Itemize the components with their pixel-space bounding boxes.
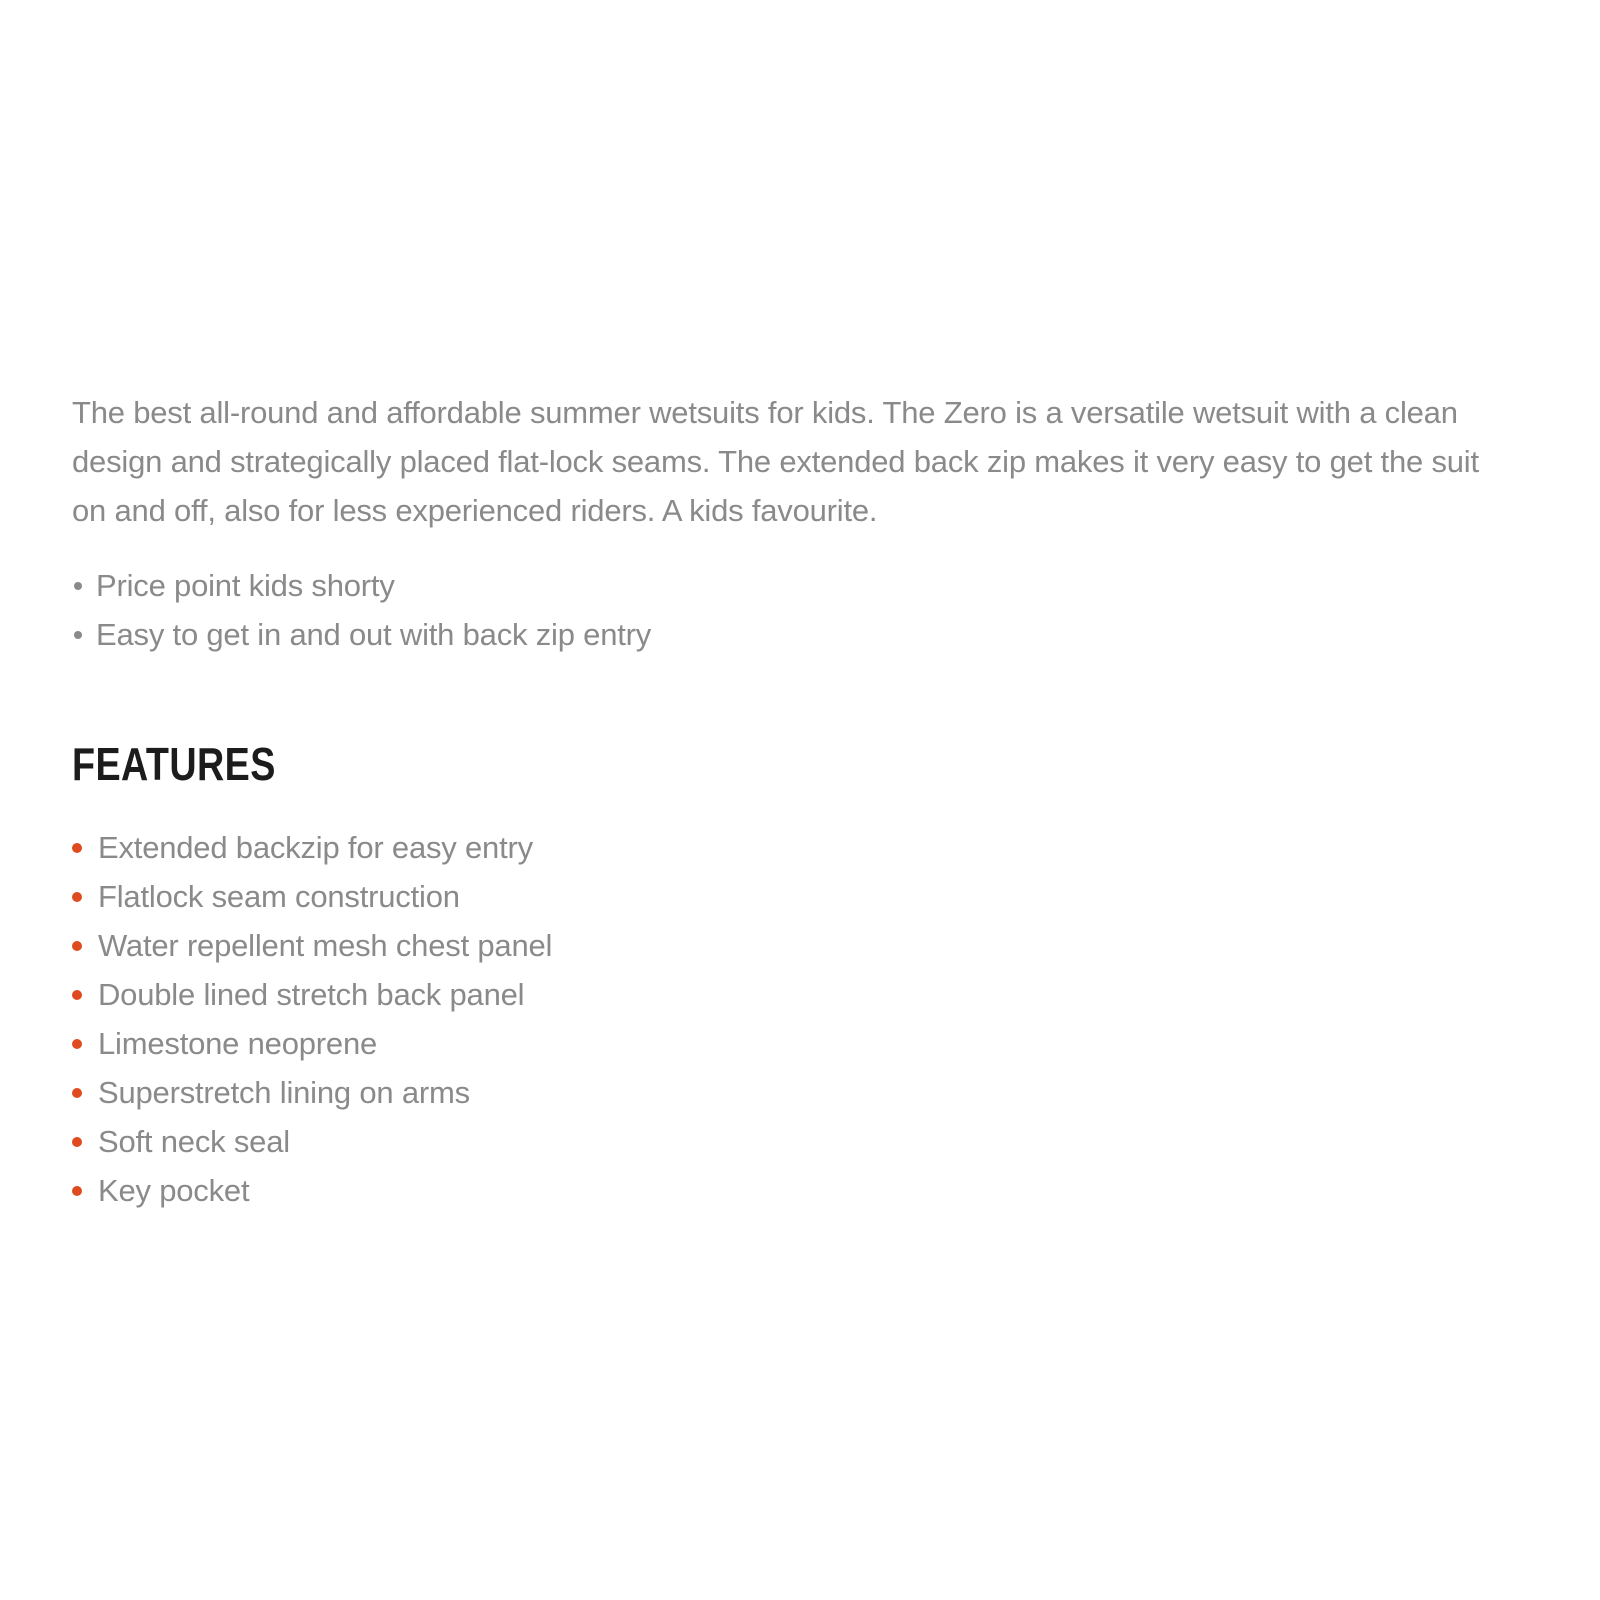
- bullet-dot-icon: [72, 990, 82, 1000]
- bullet-dot-icon: [74, 631, 82, 639]
- features-list: [72, 823, 1520, 1215]
- features-heading: FEATURES: [72, 738, 276, 790]
- bullet-dot-icon: [72, 892, 82, 902]
- bullet-dot-icon: [74, 582, 82, 590]
- list-item: [72, 1166, 1520, 1215]
- list-item: [72, 921, 1520, 970]
- bullet-dot-icon: [72, 1186, 82, 1196]
- list-item: [72, 1068, 1520, 1117]
- list-item-label: Soft neck seal: [98, 1124, 290, 1159]
- list-item-label: Superstretch lining on arms: [98, 1075, 470, 1110]
- bullet-dot-icon: [72, 1039, 82, 1049]
- product-intro-paragraph: The best all-round and affordable summer wetsuits for kids. The Zero is a versatile wetsuit with a clean design and strategically placed flat-lock seams. The extended back zip makes it very easy to get the suit on and off, also for less experienced riders. A kids favourite.: [72, 395, 1479, 528]
- list-item-label: Water repellent mesh chest panel: [98, 928, 553, 963]
- list-item-label: Key pocket: [98, 1173, 250, 1208]
- list-item-label: Flatlock seam construction: [98, 879, 460, 914]
- list-item: [72, 872, 1520, 921]
- list-item-label: Double lined stretch back panel: [98, 977, 525, 1012]
- bullet-dot-icon: [72, 1088, 82, 1098]
- product-description-section: [72, 388, 1520, 1215]
- list-item-label: Extended backzip for easy entry: [98, 830, 533, 865]
- list-item: [72, 1117, 1520, 1166]
- bullet-dot-icon: [72, 843, 82, 853]
- list-item: [72, 1019, 1520, 1068]
- list-item-label: Limestone neoprene: [98, 1026, 378, 1061]
- list-item: [72, 823, 1520, 872]
- bullet-dot-icon: [72, 1137, 82, 1147]
- list-item: [72, 610, 1520, 659]
- bullet-dot-icon: [72, 941, 82, 951]
- list-item: [72, 970, 1520, 1019]
- list-item-label: Easy to get in and out with back zip entry: [96, 617, 652, 652]
- list-item: [72, 561, 1520, 610]
- list-item-label: Price point kids shorty: [96, 568, 395, 603]
- intro-bullet-list: [72, 561, 1520, 659]
